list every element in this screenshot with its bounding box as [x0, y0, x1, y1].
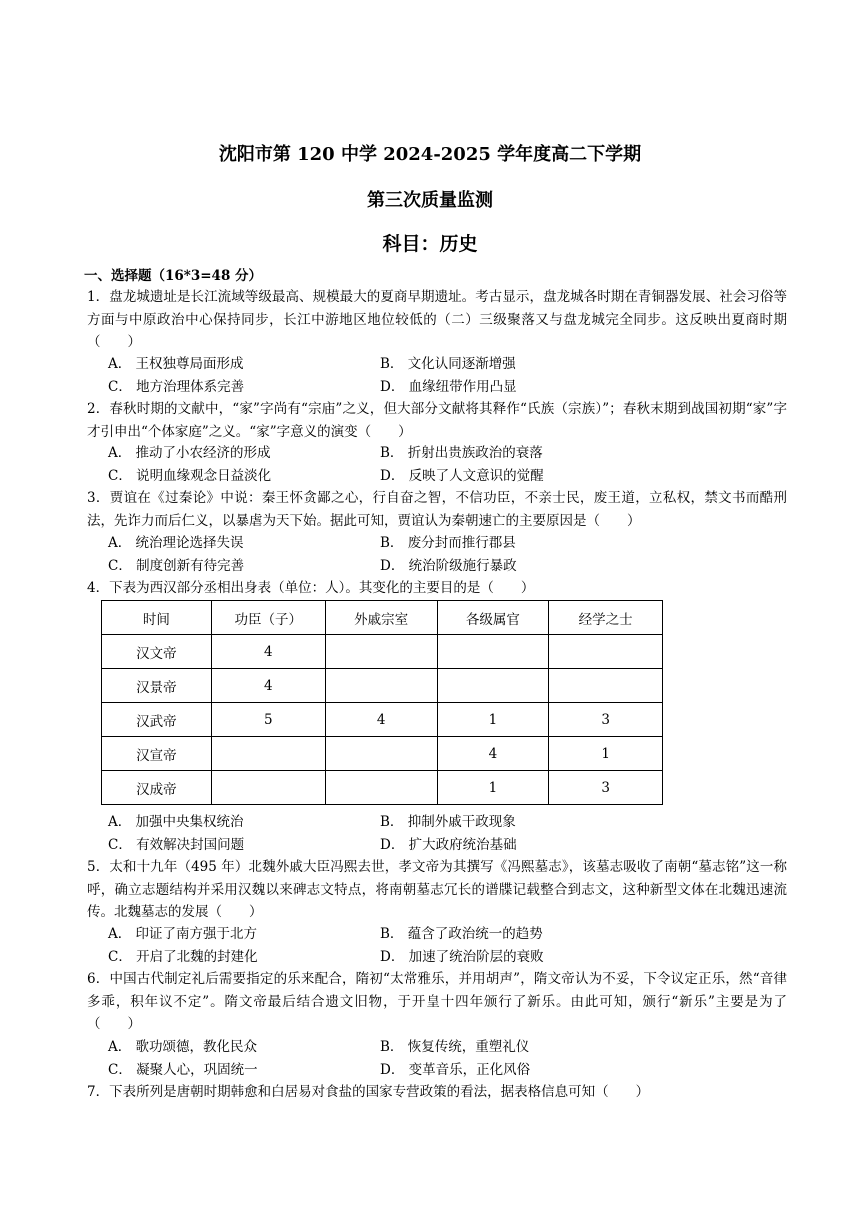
option-c: C． 凝聚人心，巩固统一 [108, 1061, 258, 1078]
exam-subtitle: 第三次质量监测 [367, 190, 493, 211]
table-cell: 3 [549, 771, 663, 805]
table-header: 各级属官 [437, 601, 549, 635]
table-header: 时间 [102, 601, 212, 635]
table-cell [325, 669, 437, 703]
option-a: A． 歌功颂德，教化民众 [108, 1039, 258, 1055]
option-a: A． 加强中央集权统治 [108, 814, 244, 830]
table-cell: 3 [549, 703, 663, 737]
table-cell [211, 737, 325, 771]
question-5-options [108, 923, 708, 968]
exam-subject: 科目：历史 [382, 233, 478, 255]
option-a: A． 印证了南方强于北方 [108, 926, 258, 942]
table-row [102, 635, 663, 669]
option-c: C． 说明血缘观念日益淡化 [108, 467, 272, 484]
exam-title: 沈阳市第 120 中学 2024-2025 学年度高二下学期 [218, 144, 642, 165]
option-d: D． 血缘纽带作用凸显 [380, 378, 517, 395]
question-4 [87, 577, 787, 600]
option-d: D． 统治阶级施行暴政 [380, 557, 517, 574]
table-row [102, 771, 663, 805]
question-number: 1． [87, 289, 110, 305]
table-cell [325, 635, 437, 669]
table-cell: 5 [211, 703, 325, 737]
table-cell [437, 669, 549, 703]
section-heading: 一、选择题（16*3=48 分） [84, 268, 263, 284]
table-cell: 4 [325, 703, 437, 737]
question-4-options [108, 811, 708, 856]
question-text: 贾谊在《过秦论》中说：秦王怀贪鄙之心，行自奋之智，不信功臣，不亲士民，废王道，立私权，禁文书而酷刑法，先诈力而后仁义，以暴虐为天下始。据此可知，贾谊认为秦朝速亡的主要原因是（ ） [87, 490, 787, 529]
table-cell [437, 635, 549, 669]
question-number: 6． [87, 971, 110, 987]
option-b: B． 文化认同逐渐增强 [380, 356, 516, 372]
option-b: B． 废分封而推行郡县 [380, 535, 516, 551]
chancellor-origin-table [101, 600, 663, 805]
table-cell: 4 [437, 737, 549, 771]
option-c: C． 开启了北魏的封建化 [108, 948, 258, 965]
table-cell: 1 [437, 703, 549, 737]
question-6 [87, 968, 787, 1036]
table-header: 经学之士 [549, 601, 663, 635]
table-cell: 汉武帝 [102, 703, 212, 737]
table-cell [325, 771, 437, 805]
table-header: 外戚宗室 [325, 601, 437, 635]
option-b: B． 恢复传统，重塑礼仪 [380, 1039, 530, 1055]
question-text: 春秋时期的文献中，“家”字尚有“宗庙”之义，但大部分文献将其释作“氏族（宗族）”；春秋末期到战国初期“家”字才引申出“个体家庭”之义。“家”字意义的演变（ ） [87, 401, 787, 440]
question-number: 2． [87, 401, 110, 417]
option-a: A． 统治理论选择失误 [108, 535, 244, 551]
table-cell: 汉文帝 [102, 635, 212, 669]
option-b: B． 抑制外戚干政现象 [380, 814, 516, 830]
table-cell [549, 635, 663, 669]
question-1-options [108, 353, 708, 398]
question-1 [87, 286, 787, 354]
option-a: A． 推动了小农经济的形成 [108, 445, 271, 461]
table-cell: 汉宣帝 [102, 737, 212, 771]
table-cell [211, 771, 325, 805]
option-d: D． 变革音乐，正化风俗 [380, 1061, 531, 1078]
question-text: 中国古代制定礼后需要指定的乐来配合，隋初“太常雅乐，并用胡声”，隋文帝认为不妥，下令议定正乐，然“音律多乖，积年议不定”。隋文帝最后结合遗文旧物，于开皇十四年颁行了新乐。由此可知，颁行“新乐”主要是为了（ ） [87, 971, 787, 1032]
question-text: 下表为西汉部分丞相出身表（单位：人）。其变化的主要目的是（ ） [109, 580, 535, 596]
question-7 [87, 1081, 787, 1104]
question-number: 7． [87, 1084, 110, 1100]
option-d: D． 反映了人文意识的觉醒 [380, 467, 544, 484]
option-c: C． 地方治理体系完善 [108, 378, 245, 395]
question-6-options [108, 1036, 708, 1081]
table-cell: 4 [211, 669, 325, 703]
table-cell: 1 [437, 771, 549, 805]
option-d: D． 加速了统治阶层的衰败 [380, 948, 544, 965]
option-a: A． 王权独尊局面形成 [108, 356, 244, 372]
option-b: B． 折射出贵族政治的衰落 [380, 445, 543, 461]
question-2-options [108, 442, 708, 487]
table-row [102, 737, 663, 771]
option-d: D． 扩大政府统治基础 [380, 836, 517, 853]
table-cell: 1 [549, 737, 663, 771]
table-cell: 汉景帝 [102, 669, 212, 703]
table-header: 功臣（子） [211, 601, 325, 635]
table-header-row [102, 601, 663, 635]
table-cell: 4 [211, 635, 325, 669]
table-cell [325, 737, 437, 771]
question-5 [87, 856, 787, 924]
question-number: 4． [87, 580, 110, 596]
option-b: B． 蕴含了政治统一的趋势 [380, 926, 543, 942]
table-cell [549, 669, 663, 703]
question-3 [87, 487, 787, 532]
table-cell: 汉成帝 [102, 771, 212, 805]
question-text: 盘龙城遗址是长江流域等级最高、规模最大的夏商早期遗址。考古显示，盘龙城各时期在青铜器发展、社会习俗等方面与中原政治中心保持同步，长江中游地区地位较低的（二）三级聚落又与盘龙城完全同步。这反映出夏商时期（ ） [87, 289, 787, 350]
table-row [102, 669, 663, 703]
option-c: C． 制度创新有待完善 [108, 557, 245, 574]
question-text: 太和十九年（495 年）北魏外戚大臣冯熙去世，孝文帝为其撰写《冯熙墓志》，该墓志吸收了南朝“墓志铭”这一称呼，确立志题结构并采用汉魏以来碑志文特点，将南朝墓志冗长的谱牒记载整合到志文，这种新型文体在北魏迅速流传。北魏墓志的发展（ ） [87, 859, 787, 920]
question-2 [87, 398, 787, 443]
option-c: C． 有效解决封国问题 [108, 836, 245, 853]
table-row [102, 703, 663, 737]
question-text: 下表所列是唐朝时期韩愈和白居易对食盐的国家专营政策的看法，据表格信息可知（ ） [109, 1084, 650, 1100]
question-3-options [108, 532, 708, 577]
question-number: 3． [87, 490, 110, 506]
question-number: 5． [87, 859, 110, 875]
